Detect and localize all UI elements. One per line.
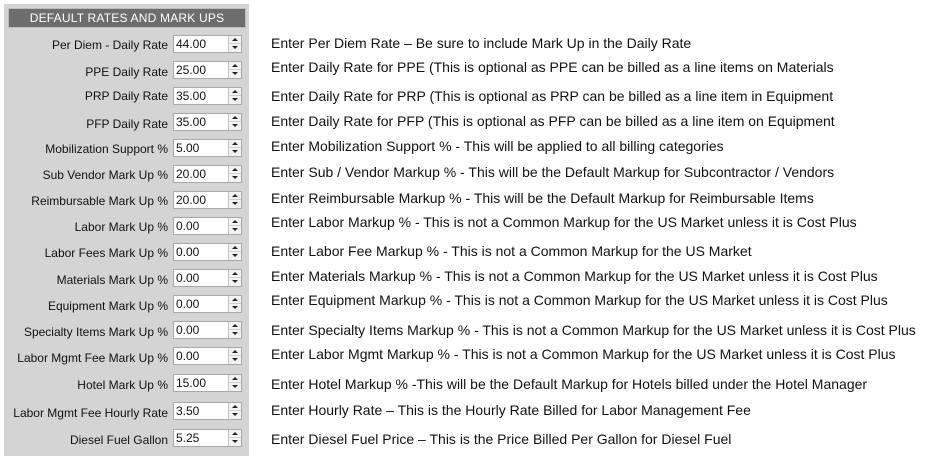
ppe-daily-rate-description: Enter Daily Rate for PPE (This is optional as PPE can be billed as a line items on Materials xyxy=(271,59,834,75)
increment-arrow-icon[interactable] xyxy=(229,348,241,356)
labor-mgmt-fee-markup-label: Labor Mgmt Fee Mark Up % xyxy=(17,351,168,365)
increment-arrow-icon[interactable] xyxy=(229,114,241,122)
spin-buttons xyxy=(228,244,241,260)
labor-mgmt-fee-markup-description: Enter Labor Mgmt Markup % - This is not a Common Markup for the US Market unless it is Cost Plus xyxy=(271,346,896,362)
labor-mgmt-fee-markup-input[interactable] xyxy=(174,348,226,364)
mobilization-support-stepper xyxy=(173,139,242,157)
increment-arrow-icon[interactable] xyxy=(229,296,241,304)
labor-markup-input[interactable] xyxy=(174,218,226,234)
increment-arrow-icon[interactable] xyxy=(229,140,241,148)
pfp-daily-rate-input[interactable] xyxy=(174,114,226,130)
prp-daily-rate-input[interactable] xyxy=(174,88,226,104)
spin-buttons xyxy=(228,348,241,364)
materials-markup-stepper xyxy=(173,269,242,287)
labor-fees-markup-stepper xyxy=(173,243,242,261)
labor-markup-description: Enter Labor Markup % - This is not a Common Markup for the US Market unless it is Cost Plus xyxy=(271,214,857,230)
mobilization-support-label: Mobilization Support % xyxy=(45,142,168,156)
hotel-markup-input[interactable] xyxy=(174,375,226,391)
specialty-items-markup-description: Enter Specialty Items Markup % - This is not a Common Markup for the US Market unless it is Cost Plus xyxy=(271,322,916,338)
hotel-markup-stepper xyxy=(173,374,242,392)
reimbursable-markup-stepper xyxy=(173,191,242,209)
sub-vendor-markup-description: Enter Sub / Vendor Markup % - This will be the Default Markup for Subcontractor / Vendors xyxy=(271,164,835,180)
rates-panel xyxy=(4,4,249,456)
labor-markup-stepper xyxy=(173,217,242,235)
per-diem-label: Per Diem - Daily Rate xyxy=(51,38,168,52)
ppe-daily-rate-label: PPE Daily Rate xyxy=(85,65,168,79)
spin-buttons xyxy=(228,430,241,446)
increment-arrow-icon[interactable] xyxy=(229,270,241,278)
labor-mgmt-fee-hourly-rate-stepper xyxy=(173,402,242,420)
hotel-markup-description: Enter Hotel Markup % -This will be the Default Markup for Hotels billed under the Hotel Manager xyxy=(271,376,868,392)
per-diem-input[interactable] xyxy=(174,36,226,52)
decrement-arrow-icon[interactable] xyxy=(229,383,241,391)
diesel-fuel-gallon-description: Enter Diesel Fuel Price – This is the Price Billed Per Gallon for Diesel Fuel xyxy=(271,431,732,447)
increment-arrow-icon[interactable] xyxy=(229,322,241,330)
labor-mgmt-fee-hourly-rate-label: Labor Mgmt Fee Hourly Rate xyxy=(13,406,168,420)
decrement-arrow-icon[interactable] xyxy=(229,96,241,104)
increment-arrow-icon[interactable] xyxy=(229,62,241,70)
decrement-arrow-icon[interactable] xyxy=(229,304,241,312)
equipment-markup-input[interactable] xyxy=(174,296,226,312)
labor-fees-markup-description: Enter Labor Fee Markup % - This is not a Common Markup for the US Market xyxy=(271,243,752,259)
spin-buttons xyxy=(228,114,241,130)
increment-arrow-icon[interactable] xyxy=(229,375,241,383)
increment-arrow-icon[interactable] xyxy=(229,403,241,411)
hotel-markup-label: Hotel Mark Up % xyxy=(77,378,168,392)
diesel-fuel-gallon-input[interactable] xyxy=(174,430,226,446)
diesel-fuel-gallon-label: Diesel Fuel Gallon xyxy=(69,433,168,447)
increment-arrow-icon[interactable] xyxy=(229,88,241,96)
decrement-arrow-icon[interactable] xyxy=(229,438,241,446)
sub-vendor-markup-stepper xyxy=(173,165,242,183)
specialty-items-markup-label: Specialty Items Mark Up % xyxy=(23,325,168,339)
spin-buttons xyxy=(228,322,241,338)
mobilization-support-input[interactable] xyxy=(174,140,226,156)
increment-arrow-icon[interactable] xyxy=(229,430,241,438)
spin-buttons xyxy=(228,36,241,52)
reimbursable-markup-input[interactable] xyxy=(174,192,226,208)
spin-buttons xyxy=(228,62,241,78)
prp-daily-rate-stepper xyxy=(173,87,242,105)
decrement-arrow-icon[interactable] xyxy=(229,278,241,286)
decrement-arrow-icon[interactable] xyxy=(229,70,241,78)
spin-buttons xyxy=(228,140,241,156)
sub-vendor-markup-input[interactable] xyxy=(174,166,226,182)
sub-vendor-markup-label: Sub Vendor Mark Up % xyxy=(42,168,168,182)
decrement-arrow-icon[interactable] xyxy=(229,411,241,419)
increment-arrow-icon[interactable] xyxy=(229,36,241,44)
spin-buttons xyxy=(228,403,241,419)
specialty-items-markup-input[interactable] xyxy=(174,322,226,338)
decrement-arrow-icon[interactable] xyxy=(229,44,241,52)
prp-daily-rate-label: PRP Daily Rate xyxy=(84,89,168,103)
per-diem-description: Enter Per Diem Rate – Be sure to include Mark Up in the Daily Rate xyxy=(271,35,692,51)
diesel-fuel-gallon-stepper xyxy=(173,429,242,447)
increment-arrow-icon[interactable] xyxy=(229,218,241,226)
reimbursable-markup-label: Reimbursable Mark Up % xyxy=(31,194,168,208)
labor-fees-markup-label: Labor Fees Mark Up % xyxy=(44,246,168,260)
materials-markup-label: Materials Mark Up % xyxy=(56,273,168,287)
prp-daily-rate-description: Enter Daily Rate for PRP (This is optional as PRP can be billed as a line item in Equipment xyxy=(271,88,834,104)
ppe-daily-rate-input[interactable] xyxy=(174,62,226,78)
increment-arrow-icon[interactable] xyxy=(229,166,241,174)
decrement-arrow-icon[interactable] xyxy=(229,200,241,208)
spin-buttons xyxy=(228,218,241,234)
spin-buttons xyxy=(228,270,241,286)
materials-markup-description: Enter Materials Markup % - This is not a Common Markup for the US Market unless it is Cost Plus xyxy=(271,268,878,284)
labor-mgmt-fee-markup-stepper xyxy=(173,347,242,365)
spin-buttons xyxy=(228,88,241,104)
increment-arrow-icon[interactable] xyxy=(229,192,241,200)
panel-header: DEFAULT RATES AND MARK UPS xyxy=(8,8,246,28)
specialty-items-markup-stepper xyxy=(173,321,242,339)
decrement-arrow-icon[interactable] xyxy=(229,148,241,156)
pfp-daily-rate-description: Enter Daily Rate for PFP (This is optional as PFP can be billed as a line item on Equipment xyxy=(271,113,835,129)
spin-buttons xyxy=(228,192,241,208)
per-diem-stepper xyxy=(173,35,242,53)
decrement-arrow-icon[interactable] xyxy=(229,356,241,364)
spin-buttons xyxy=(228,375,241,391)
decrement-arrow-icon[interactable] xyxy=(229,122,241,130)
decrement-arrow-icon[interactable] xyxy=(229,226,241,234)
spin-buttons xyxy=(228,166,241,182)
pfp-daily-rate-stepper xyxy=(173,113,242,131)
decrement-arrow-icon[interactable] xyxy=(229,252,241,260)
decrement-arrow-icon[interactable] xyxy=(229,174,241,182)
labor-markup-label: Labor Mark Up % xyxy=(74,220,168,234)
labor-mgmt-fee-hourly-rate-description: Enter Hourly Rate – This is the Hourly Rate Billed for Labor Management Fee xyxy=(271,402,751,418)
pfp-daily-rate-label: PFP Daily Rate xyxy=(86,117,168,131)
equipment-markup-label: Equipment Mark Up % xyxy=(47,299,168,313)
materials-markup-input[interactable] xyxy=(174,270,226,286)
equipment-markup-stepper xyxy=(173,295,242,313)
spin-buttons xyxy=(228,296,241,312)
equipment-markup-description: Enter Equipment Markup % - This is not a Common Markup for the US Market unless it is Cost Plus xyxy=(271,292,888,308)
labor-fees-markup-input[interactable] xyxy=(174,244,226,260)
ppe-daily-rate-stepper xyxy=(173,61,242,79)
reimbursable-markup-description: Enter Reimbursable Markup % - This will be the Default Markup for Reimbursable Items xyxy=(271,190,814,206)
decrement-arrow-icon[interactable] xyxy=(229,330,241,338)
increment-arrow-icon[interactable] xyxy=(229,244,241,252)
labor-mgmt-fee-hourly-rate-input[interactable] xyxy=(174,403,226,419)
mobilization-support-description: Enter Mobilization Support % - This will be applied to all billing categories xyxy=(271,138,724,154)
